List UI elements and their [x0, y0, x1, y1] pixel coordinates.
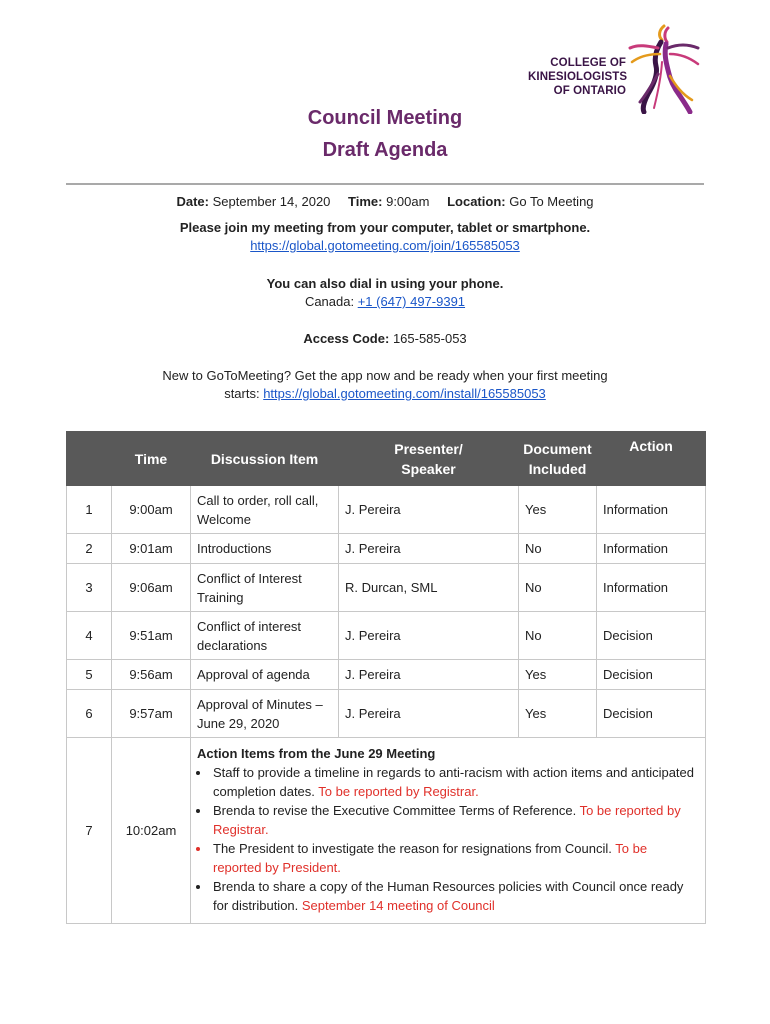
row-document: No [519, 612, 597, 660]
row-num: 6 [67, 690, 112, 738]
access-code-line [0, 331, 770, 346]
date-value: September 14, 2020 [212, 194, 331, 209]
agenda-table [66, 431, 706, 924]
table-row [67, 486, 706, 534]
row-document: Yes [519, 690, 597, 738]
row-num: 5 [67, 660, 112, 690]
row-document: Yes [519, 660, 597, 690]
action-item: • Staff to provide a timeline in regards to anti-racism with action items and anticipated completion dates. To be reported by Registrar. [211, 763, 699, 801]
row-document: No [519, 564, 597, 612]
row-action: Decision [597, 612, 706, 660]
app-text-starts: starts: [224, 386, 264, 401]
header-document: Document Included [519, 432, 597, 486]
row-time: 9:06am [112, 564, 191, 612]
canada-phone-link[interactable]: +1 (647) 497-9391 [357, 294, 466, 309]
row-time: 9:01am [112, 534, 191, 564]
header-action: Action [597, 432, 706, 486]
row-time: 9:57am [112, 690, 191, 738]
row-num: 7 [67, 738, 112, 924]
location-label: Location: [447, 194, 506, 209]
action-item-owner: To be reported by President. [213, 841, 648, 875]
logo-line-3: OF ONTARIO [553, 85, 626, 97]
row-action: Decision [597, 690, 706, 738]
row-presenter: J. Pereira [339, 690, 519, 738]
table-row [67, 660, 706, 690]
row-presenter: J. Pereira [339, 660, 519, 690]
header-num [67, 432, 112, 486]
table-row [67, 690, 706, 738]
logo-line-1: COLLEGE OF [550, 57, 626, 69]
action-item: • The President to investigate the reason for resignations from Council. To be reported by President. [211, 839, 699, 877]
kinesiology-figure-icon [628, 22, 700, 114]
action-item: • Brenda to share a copy of the Human Resources policies with Council once ready for distribution. September 14 meeting of Council [211, 877, 699, 915]
row-document: Yes [519, 486, 597, 534]
row-presenter: J. Pereira [339, 486, 519, 534]
row-time: 9:00am [112, 486, 191, 534]
table-row [67, 612, 706, 660]
row-item: Conflict of Interest Training [191, 564, 339, 612]
row-action: Information [597, 486, 706, 534]
install-link[interactable]: https://global.gotomeeting.com/install/165585053 [263, 386, 546, 401]
college-logo [528, 22, 703, 112]
row-document: No [519, 534, 597, 564]
location-value: Go To Meeting [509, 194, 594, 209]
logo-text [528, 56, 626, 98]
join-link-line [0, 238, 770, 253]
action-item-owner: To be reported by Registrar. [213, 803, 681, 837]
logo-line-2: KINESIOLOGISTS [528, 71, 628, 83]
row-presenter: R. Durcan, SML [339, 564, 519, 612]
row-item: Call to order, roll call, Welcome [191, 486, 339, 534]
page-subtitle: Draft Agenda [322, 139, 448, 161]
action-items-cell [191, 738, 706, 924]
canada-label: Canada: [304, 294, 358, 309]
header-presenter: Presenter/ Speaker [339, 432, 519, 486]
table-row [67, 534, 706, 564]
canada-phone-line [0, 294, 770, 309]
join-link[interactable]: https://global.gotomeeting.com/join/165585053 [250, 238, 520, 253]
row-presenter: J. Pereira [339, 612, 519, 660]
time-value: 9:00am [386, 194, 430, 209]
row-item: Conflict of interest declarations [191, 612, 339, 660]
app-text-line-1: New to GoToMeeting? Get the app now and be ready when your first meeting [162, 368, 608, 383]
row-action: Information [597, 534, 706, 564]
page-title: Council Meeting [307, 107, 463, 129]
meeting-details [0, 194, 770, 209]
row-time: 9:56am [112, 660, 191, 690]
action-item-owner: To be reported by Registrar. [318, 784, 479, 799]
table-header-row [67, 432, 706, 486]
row-num: 3 [67, 564, 112, 612]
action-item: • Brenda to revise the Executive Committee Terms of Reference. To be reported by Registrar. [211, 801, 699, 839]
row-item: Approval of Minutes – June 29, 2020 [191, 690, 339, 738]
row-num: 4 [67, 612, 112, 660]
row-item: Approval of agenda [191, 660, 339, 690]
row-item: Introductions [191, 534, 339, 564]
access-code-label: Access Code: [303, 331, 390, 346]
title-divider [66, 183, 704, 185]
time-label: Time: [348, 194, 383, 209]
row-time: 9:51am [112, 612, 191, 660]
row-num: 2 [67, 534, 112, 564]
header-time: Time [112, 432, 191, 486]
action-items-list [197, 763, 699, 915]
row-time: 10:02am [112, 738, 191, 924]
join-instructions: Please join my meeting from your computer, tablet or smartphone. [179, 220, 591, 235]
app-text-line-2 [0, 386, 770, 401]
table-row [67, 564, 706, 612]
date-label: Date: [176, 194, 209, 209]
table-row-action-items [67, 738, 706, 924]
dial-instructions: You can also dial in using your phone. [266, 276, 504, 291]
row-num: 1 [67, 486, 112, 534]
access-code-value: 165-585-053 [392, 331, 467, 346]
action-item-owner: September 14 meeting of Council [301, 898, 495, 913]
row-action: Information [597, 564, 706, 612]
row-presenter: J. Pereira [339, 534, 519, 564]
action-items-heading: Action Items from the June 29 Meeting [197, 746, 436, 761]
row-action: Decision [597, 660, 706, 690]
header-discussion-item: Discussion Item [191, 432, 339, 486]
